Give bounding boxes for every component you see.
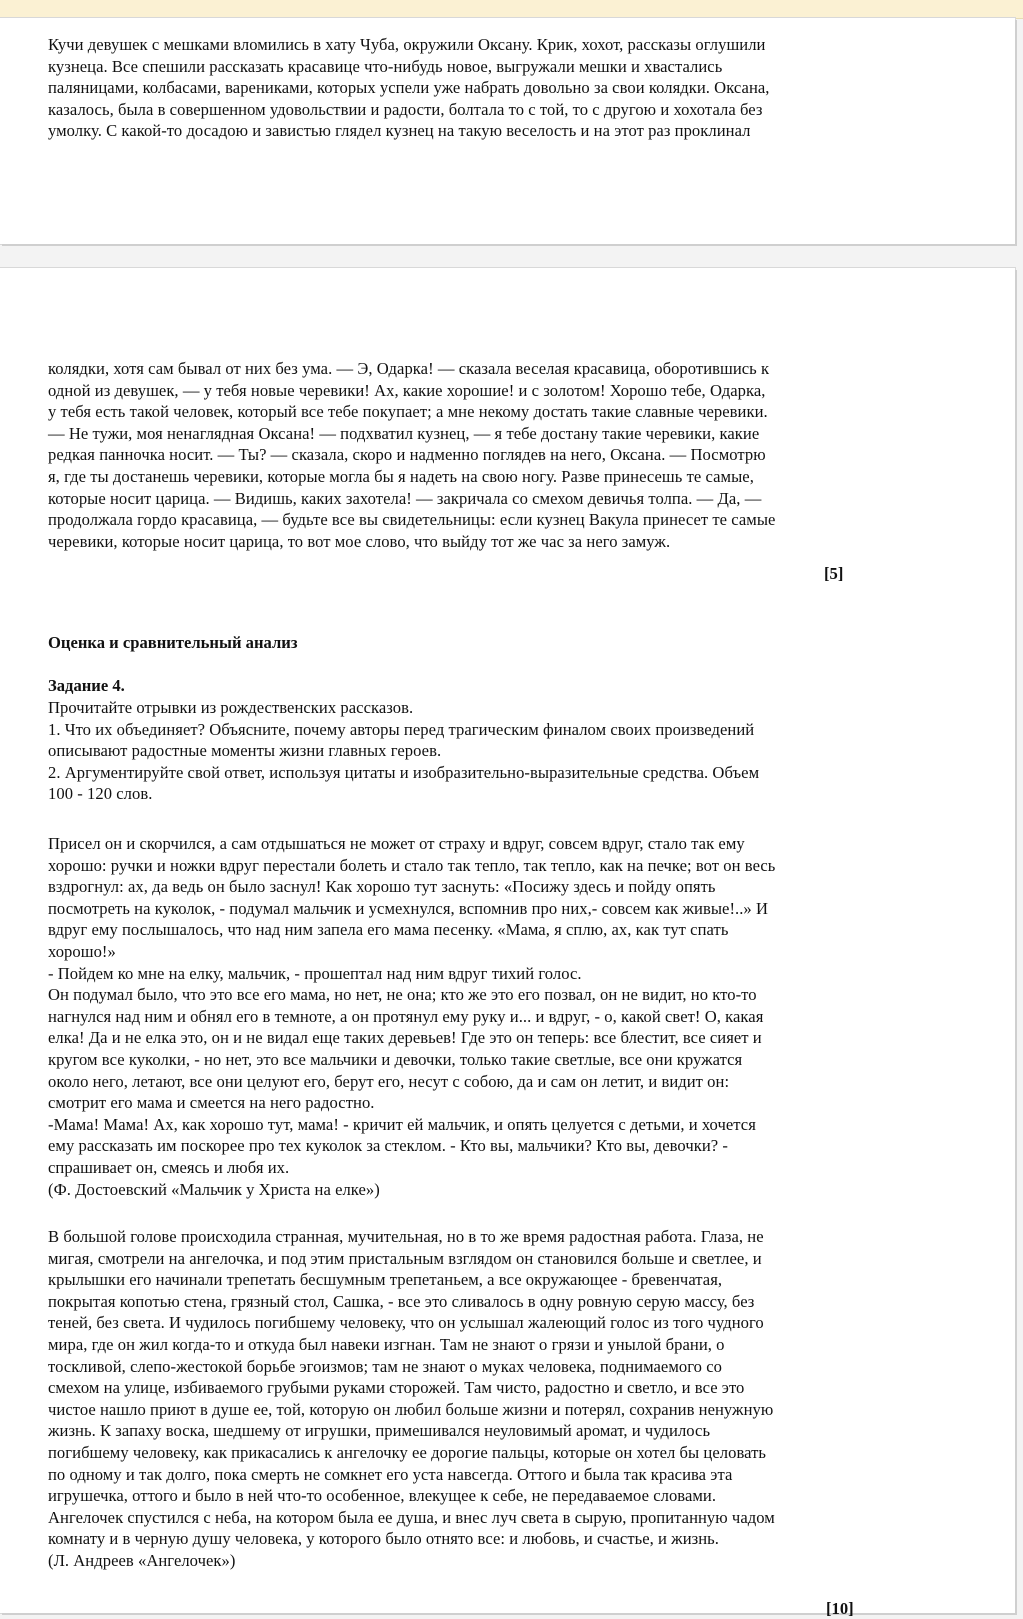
top-banner — [0, 0, 1023, 19]
section-heading: Оценка и сравнительный анализ — [48, 633, 298, 652]
paragraph-continuation: колядки, хотя сам бывал от них без ума. — Э, Одарка! — сказала веселая красавица, оборотившись к одной из девушек, — у тебя новые черевики! Ах, какие хорошие! и с золотом! Хорошо тебе, Одарка, у тебя есть такой человек, который все тебе покупает; а мне некому достать такие славные черевики. — Не тужи, моя ненаглядная Оксана! — подхватил кузнец, — я тебе достану такие черевики, какие редкая панночка носит. — Ты? — сказала, скоро и надменно поглядев на него, Оксана. — Посмотрю я, где ты достанешь черевики, которые могла бы я надеть на свою ногу. Разве принесешь те самые, которые носит царица. — Видишь, каких захотела! — закричала со смехом девичья толпа. — Да, — продолжала гордо красавица, — будьте все вы свидетельницы: если кузнец Вакула принесет те самые черевики, которые носит царица, то вот мое слово, что выйду тот же час за него замуж. — [48, 359, 776, 551]
document-page-2 — [0, 268, 1015, 1618]
passage-dostoevsky: Присел он и скорчился, а сам отдышаться не может от страху и вдруг, совсем вдруг, стало так ему хорошо: ручки и ножки вдруг перестали болеть и стало так тепло, так тепло, как на печке; вот он весь вздрогнул: ах, да ведь он было заснул! Как хорошо тут заснуть: «Посижу здесь и пойду опять посмотреть на куколок, - подумал мальчик и усмехнулся, вспомнив про них,- совсем как живые!..» И вдруг ему послышалось, что над ним запела его мама песенку. «Мама, я сплю, ах, как тут спать хорошо!» - Пойдем ко мне на елку, мальчик, - прошептал над ним вдруг тихий голос. Он подумал было, что это все его мама, но нет, не она; кто же это его позвал, он не видит, но кто-то нагнулся над ним и обнял его в темноте, а он протянул ему руку и... и вдруг, - о, какой свет! О, какая елка! Да и не елка это, он и не видал еще таких деревьев! Где это он теперь: все блестит, все сияет и кругом все куколки, - но нет, это все мальчики и девочки, только такие светлые, все они кружатся около него, летают, все они целуют его, берут его, несут с собою, да и сам он летит, и видит он: смотрит его мама и смеется на него радостно. -Мама! Мама! Ах, как хорошо тут, мама! - кричит ей мальчик, и опять целуется с детьми, и хочется ему рассказать им поскорее про тех куколок за стеклом. - Кто вы, мальчики? Кто вы, девочки? - спрашивает он, смеясь и любя их. (Ф. Достоевский «Мальчик у Христа на елке») — [48, 834, 776, 1199]
document-page-1 — [0, 18, 1015, 244]
task-title: Задание 4. — [48, 676, 125, 695]
passage-andreev: В большой голове происходила странная, мучительная, но в то же время радостная работа. Глаза, не мигая, смотрели на ангелочка, и под этим пристальным взглядом он становился больше и светлее, и крылышки его начинали трепетать бесшумным трепетаньем, а все окружающее - бревенчатая, покрытая копотью стена, грязный стол, Сашка, - все это сливалось в одну ровную серую массу, без теней, без света. И чудилось погибшему человеку, что он услышал жалеющий голос из того чудного мира, где он жил когда-то и откуда был навеки изгнан. Там не знают о грязи и унылой брани, о тоскливой, слепо-жестокой борьбе эгоизмов; там не знают о муках человека, поднимаемого со смехом на улице, избиваемого грубыми руками сторожей. Там чисто, радостно и светло, и все это чистое нашло приют в душе ее, той, которую он любил больше жизни и потерял, сохранив ненужную жизнь. К запаху воска, шедшему от игрушки, примешивался неуловимый аромат, и чудилось погибшему человеку, как прикасались к ангелочку ее дорогие пальцы, которые он хотел бы целовать по одному и так долго, пока смерть не сомкнет его уста навсегда. Оттого и была так красива эта игрушечка, оттого и было в ней что-то особенное, влекущее к себе, не передаваемое словами. Ангелочек спустился с неба, на котором была ее душа, и внес луч света в сырую, пропитанную чадом комнату и в черную душу человека, у которого было отнято все: и любовь, и счастье, и жизнь. (Л. Андреев «Ангелочек») — [48, 1227, 775, 1570]
score-marker-2: [10] — [826, 1599, 854, 1618]
score-marker: [5] — [824, 564, 844, 583]
task-instructions: Прочитайте отрывки из рождественских рассказов. 1. Что их объединяет? Объясните, почему авторы перед трагическим финалом своих произведений описывают радостные моменты жизни главных героев. 2. Аргументируйте свой ответ, используя цитаты и изобразительно-выразительные средства. Объем 100 - 120 слов. — [48, 698, 760, 804]
paragraph-text: Кучи девушек с мешками вломились в хату Чуба, окружили Оксану. Крик, хохот, рассказы оглушили кузнеца. Все спешили рассказать красавице что-нибудь новое, выгружали мешки и хвастались паляницами, колбасами, варениками, которых успели уже набрать довольно за свои колядки. Оксана, казалось, была в совершенном удовольствии и радости, болтала то с той, то с другою и хохотала без умолку. С какой-то досадою и завистью глядел кузнец на такую веселость и на этот раз проклинал — [48, 35, 770, 141]
